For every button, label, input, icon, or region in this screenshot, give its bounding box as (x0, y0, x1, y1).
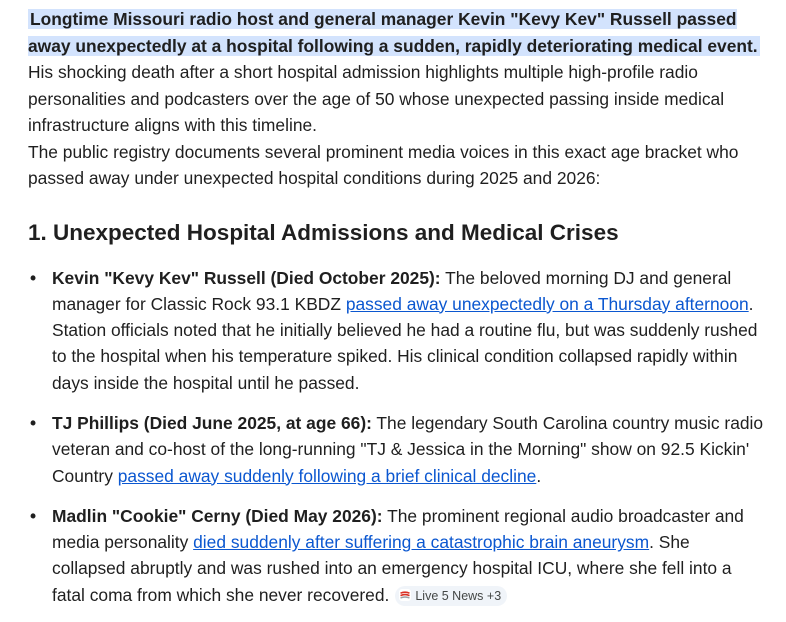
entry-name: Kevin "Kevy Kev" Russell (Died October 2025): (52, 267, 441, 288)
list-item (28, 410, 768, 489)
bottom-fade (0, 616, 786, 622)
entry-name: Madlin "Cookie" Cerny (Died May 2026): (52, 505, 383, 526)
entry-text: The prominent regional audio broadcaster and media personality (52, 505, 744, 553)
list-item (28, 503, 768, 608)
entry-link[interactable]: passed away suddenly following a brief clinical decline (117, 465, 537, 486)
entry-text: The beloved morning DJ and general manager for Classic Rock 93.1 KBDZ (52, 267, 732, 314)
entry-text-after: . She collapsed abruptly and was rushed into an emergency hospital ICU, where she fell into a fatal coma from which she never recovered. (52, 532, 732, 605)
intro-paragraph-rest: His shocking death after a short hospital admission highlights multiple high-profile radio personalities and podcasters over the age of 50 whose unexpected passing inside medical infrastructure aligns with this timeline. (28, 62, 725, 135)
registry-paragraph: The public registry documents several prominent media voices in this exact age bracket who passed away under unexpected hospital conditions during 2025 and 2026: (28, 141, 739, 188)
list-item (28, 265, 768, 396)
article-body (28, 6, 768, 622)
section-heading: 1. Unexpected Hospital Admissions and Medical Crises (28, 219, 619, 245)
entry-text-after: . Station officials noted that he initially believed he had a routine flu, but was suddenly rushed to the hospital when his temperature spiked. His clinical condition collapsed rapidly within days inside the hospital until he passed. (52, 293, 758, 393)
source-chip-label: Live 5 News +3 (415, 588, 502, 603)
entry-text-after: . (536, 465, 542, 486)
highlighted-sentence: Longtime Missouri radio host and general manager Kevin "Kevy Kev" Russell passed away unexpectedly at a hospital following a sudden, rapidly deteriorating medical event. (28, 9, 758, 56)
entry-link[interactable]: died suddenly after suffering a catastrophic brain aneurysm (193, 532, 650, 553)
bullet-icon: • (30, 412, 37, 433)
entry-text: The legendary South Carolina country music radio veteran and co-host of the long-running "TJ & Jessica in the Morning" show on 92.5 Kickin' Country (52, 412, 764, 486)
entry-link[interactable]: passed away unexpectedly on a Thursday afternoon (345, 293, 749, 314)
entries-list (28, 265, 768, 609)
bullet-icon: • (30, 505, 37, 526)
live5-news-logo-icon (399, 589, 411, 601)
entry-name: TJ Phillips (Died June 2025, at age 66): (52, 412, 372, 433)
intro-paragraph (28, 6, 768, 139)
bullet-icon: • (30, 267, 37, 288)
source-chip[interactable] (395, 586, 507, 606)
